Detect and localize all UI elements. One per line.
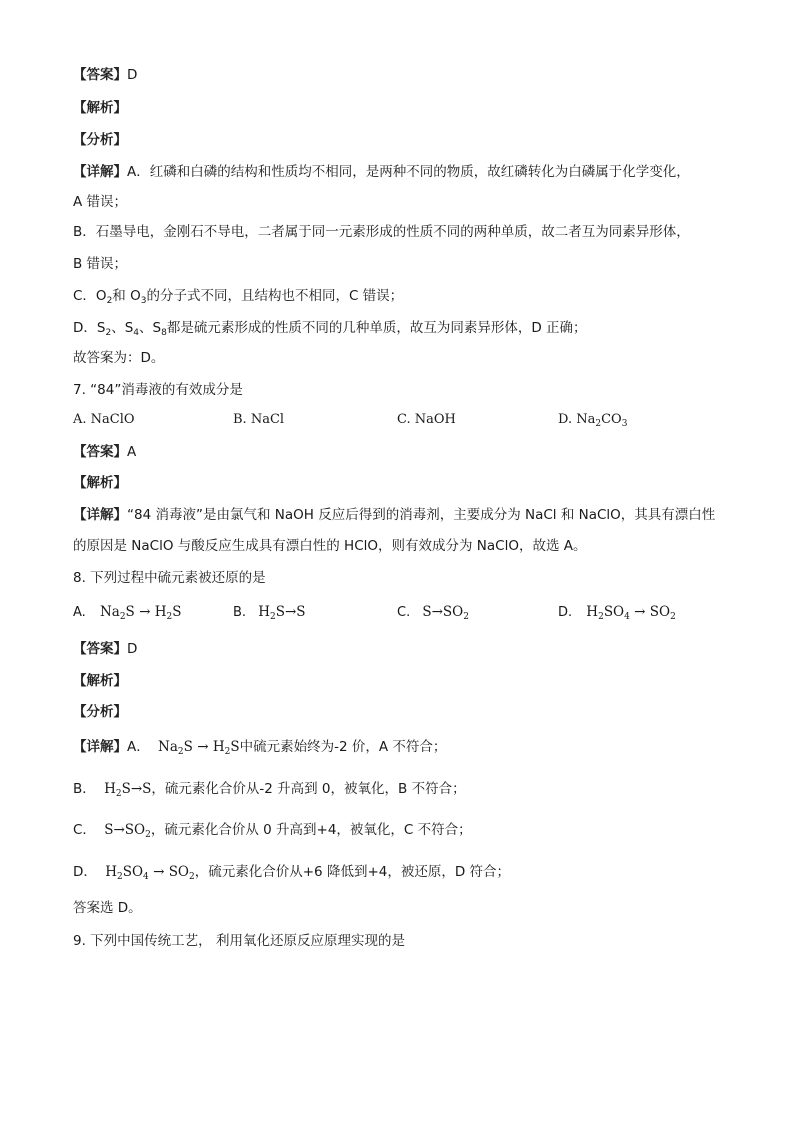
formula: $H_2SO_4 \to SO_2$	[586, 604, 676, 622]
q6-detail-a2: A 错误；	[73, 194, 128, 210]
formula: $H_2S\to S$	[104, 781, 152, 799]
detail-text: A．红磷和白磷的结构和性质均不相同，是两种不同的物质，故红磷转化为白磷属于化学变化，	[127, 164, 690, 180]
q8-detail-c	[73, 821, 472, 839]
q8-option-b	[233, 603, 306, 622]
q8-answer	[73, 640, 137, 658]
q8-detail-b	[73, 780, 466, 798]
subscript: 3	[140, 296, 147, 306]
formula: $S\to SO_2$	[422, 604, 469, 622]
detail-letter: A．	[127, 739, 150, 755]
detail-label: 【详解】	[73, 164, 127, 180]
q7-option-c: C. NaOH	[397, 412, 456, 427]
text: 和 O	[112, 288, 141, 304]
text: D. Na	[558, 412, 596, 427]
q8-detail-d	[73, 863, 510, 881]
formula: $H_2SO_4 \to SO_2$	[105, 864, 195, 882]
q8-detail-a	[73, 738, 446, 756]
q6-conclusion: 故答案为：D。	[73, 350, 165, 366]
detail-text: ，硫元素化合价从 0 升高到+4，被氧化，C 不符合；	[150, 822, 472, 838]
option-letter: D.	[558, 605, 573, 620]
text: 、S	[139, 320, 162, 336]
text: 、S	[111, 320, 134, 336]
formula: $Na_2S \to H_2S$	[99, 604, 182, 622]
q8-option-d	[558, 603, 676, 622]
q6-detail-a1	[73, 163, 690, 181]
q7-detail-1	[73, 506, 715, 524]
option-letter: A.	[73, 605, 86, 620]
q7-option-a: A. NaClO	[73, 412, 135, 427]
answer-label: 【答案】	[73, 67, 127, 83]
subscript: 2	[595, 419, 602, 429]
answer-value: D	[127, 641, 138, 657]
detail-letter: D．	[73, 864, 97, 880]
formula: $H_2S\to S$	[258, 604, 306, 622]
option-letter: B.	[233, 605, 247, 620]
detail-text: “84 消毒液”是由氯气和 NaOH 反应后得到的消毒剂，主要成分为 NaCl 和 NaClO，其具有漂白性	[127, 507, 716, 523]
text: CO	[601, 412, 622, 427]
text: 都是硫元素形成的性质不同的几种单质，故互为同素异形体，D 正确；	[166, 320, 587, 336]
answer-value: A	[127, 444, 137, 460]
q6-detail-d	[73, 319, 587, 337]
text: 的分子式不同，且结构也不相同，C 错误；	[146, 288, 404, 304]
detail-label: 【详解】	[73, 507, 127, 523]
answer-label: 【答案】	[73, 641, 127, 657]
q9-stem: 9. 下列中国传统工艺， 利用氧化还原反应原理实现的是	[73, 933, 405, 949]
q8-stem: 8. 下列过程中硫元素被还原的是	[73, 570, 266, 586]
subscript: 4	[133, 328, 140, 338]
q7-option-b: B. NaCl	[233, 412, 285, 427]
answer-value: D	[127, 67, 138, 83]
q6-detail-c	[73, 287, 403, 305]
subscript: 2	[106, 296, 113, 306]
detail-letter: B．	[73, 781, 96, 797]
detail-text: ，硫元素化合价从+6 降低到+4，被还原，D 符合；	[194, 864, 511, 880]
option-letter: C.	[397, 605, 411, 620]
q8-option-a	[73, 603, 181, 622]
detail-text: ，硫元素化合价从-2 升高到 0，被氧化，B 不符合；	[151, 781, 466, 797]
q6-fenxi-label: 【分析】	[73, 132, 127, 148]
subscript: 8	[161, 328, 167, 338]
q8-conclusion: 答案选 D。	[73, 900, 142, 916]
q7-answer	[73, 443, 136, 461]
formula: $Na_2S \to H_2S$	[158, 739, 240, 757]
q6-answer	[73, 66, 137, 84]
subscript: 3	[621, 419, 628, 429]
formula: $S\to SO_2$	[104, 822, 151, 840]
q7-option-d	[558, 411, 627, 429]
q7-stem: 7. “84”消毒液的有效成分是	[73, 382, 243, 398]
q6-detail-b1: B．石墨导电，金刚石不导电，二者属于同一元素形成的性质不同的两种单质，故二者互为同素异形体，	[73, 224, 690, 240]
q8-fenxi-label: 【分析】	[73, 704, 127, 720]
subscript: 2	[105, 328, 112, 338]
q8-analysis-label: 【解析】	[73, 673, 127, 689]
detail-label: 【详解】	[73, 739, 127, 755]
text: C．O	[73, 288, 107, 304]
answer-label: 【答案】	[73, 444, 127, 460]
q6-analysis-label: 【解析】	[73, 100, 127, 116]
q6-detail-b2: B 错误；	[73, 256, 128, 272]
q8-option-c	[397, 603, 469, 622]
q7-detail-2: 的原因是 NaClO 与酸反应生成具有漂白性的 HClO，则有效成分为 NaClO，故选 A。	[73, 538, 587, 554]
detail-letter: C．	[73, 822, 96, 838]
detail-text: 中硫元素始终为-2 价，A 不符合；	[239, 739, 447, 755]
q7-analysis-label: 【解析】	[73, 475, 127, 491]
text: D．S	[73, 320, 106, 336]
